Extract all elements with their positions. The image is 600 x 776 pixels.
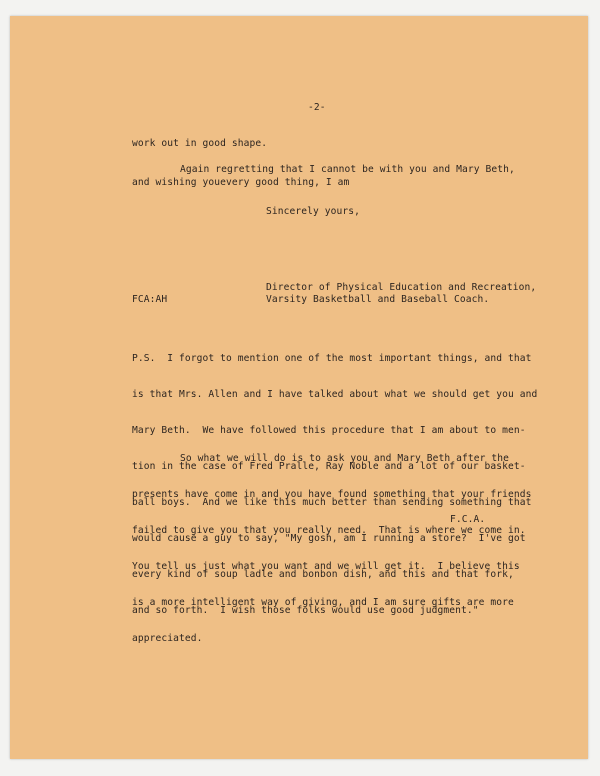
postscript-line: ball boys. And we like this much better than sending something that (132, 497, 532, 508)
postscript-line: appreciated. (132, 633, 203, 644)
reference-initials: FCA:AH (132, 294, 168, 305)
postscript-line: every kind of soup ladle and bonbon dish, and this and that fork, (132, 569, 514, 580)
postscript-line: and so forth. I wish those folks would use good judgment." (132, 605, 479, 616)
postscript-line: would cause a guy to say, "My gosh, am I running a store? I've got (132, 533, 526, 544)
postscript-line: tion in the case of Fred Pralle, Ray Noble and a lot of our basket- (132, 461, 526, 472)
sign-off: Sincerely yours, (266, 206, 361, 217)
signature-title: Varsity Basketball and Baseball Coach. (266, 294, 490, 305)
closing-line: and wishing youevery good thing, I am (132, 177, 350, 188)
closing-initials: F.C.A. (450, 514, 486, 525)
postscript-line: is that Mrs. Allen and I have talked about what we should get you and (132, 389, 538, 400)
postscript-line: failed to give you that you really need. That is where we come in. (132, 525, 526, 536)
page-number: -2- (308, 102, 326, 113)
signature-title: Director of Physical Education and Recreation, (266, 282, 537, 293)
closing-line: Again regretting that I cannot be with you and Mary Beth, (180, 164, 515, 175)
postscript-line: You tell us just what you want and we will get it. I believe this (132, 561, 520, 572)
postscript-line: Mary Beth. We have followed this procedure that I am about to men- (132, 425, 526, 436)
postscript-line: So what we will do is to ask you and Mary Beth after the (180, 453, 510, 464)
closing-line: work out in good shape. (132, 138, 268, 149)
letter-page (10, 16, 588, 759)
postscript-line: presents have come in and you have found something that your friends (132, 489, 532, 500)
postscript-line: P.S. I forgot to mention one of the most important things, and that (132, 353, 532, 364)
postscript-line: is a more intelligent way of giving, and I am sure gifts are more (132, 597, 514, 608)
postscript-paragraph-2 (132, 429, 532, 669)
